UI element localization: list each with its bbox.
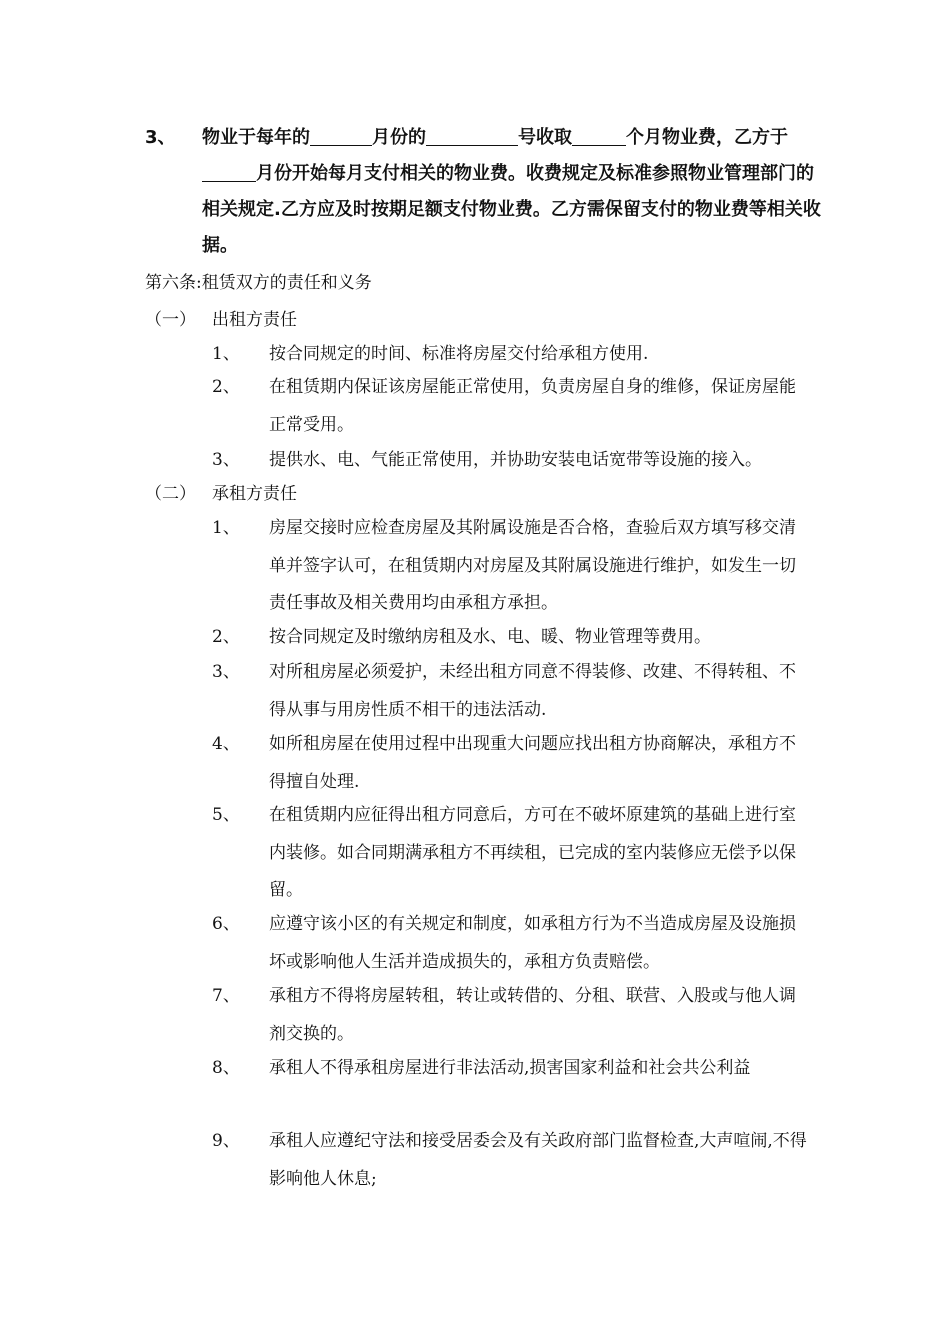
lessee-item-2 xyxy=(212,619,812,657)
lessee-heading-label: 承租方责任 xyxy=(212,484,297,504)
clause-3 xyxy=(145,120,825,264)
clause-3-text-part4: 个月物业费，乙方于 xyxy=(626,127,788,148)
lessor-item-3 xyxy=(212,442,812,480)
lessee-item-7 xyxy=(212,978,812,1053)
lessee-item-9-text: 承租人应遵纪守法和接受居委会及有关政府部门监督检查,大声喧闹,不得影响他人休息; xyxy=(269,1131,807,1189)
fill-blank-start-month xyxy=(202,161,256,182)
fill-blank-month xyxy=(310,125,372,146)
lessee-item-6-text: 应遵守该小区的有关规定和制度，如承租方行为不当造成房屋及设施损坏或影响他人生活并造成损失的，承租方负责赔偿。 xyxy=(269,914,796,972)
lessee-item-3-number: 3、 xyxy=(212,662,240,682)
lessor-item-1-text: 按合同规定的时间、标准将房屋交付给承租方使用. xyxy=(269,344,649,364)
lessee-item-3 xyxy=(212,654,812,729)
lessee-item-4-text: 如所租房屋在使用过程中出现重大问题应找出租方协商解决，承租方不得擅自处理. xyxy=(269,734,796,792)
article-6-title: 第六条:租赁双方的责任和义务 xyxy=(145,273,372,293)
lessee-item-4-number: 4、 xyxy=(212,734,240,754)
lessee-item-8 xyxy=(212,1050,812,1088)
lessor-item-1 xyxy=(212,336,812,374)
clause-3-text-part1: 物业于每年的 xyxy=(202,127,310,148)
lessee-item-4 xyxy=(212,726,812,801)
lessee-item-1-number: 1、 xyxy=(212,518,240,538)
lessee-item-6 xyxy=(212,906,812,981)
clause-3-text-part2: 月份的 xyxy=(372,127,426,148)
lessee-item-5 xyxy=(212,797,812,910)
lessor-item-2-text: 在租赁期内保证该房屋能正常使用，负责房屋自身的维修，保证房屋能正常受用。 xyxy=(269,377,796,435)
lessor-item-2 xyxy=(212,369,812,444)
lessee-item-2-text: 按合同规定及时缴纳房租及水、电、暖、物业管理等费用。 xyxy=(269,627,711,647)
clause-3-text xyxy=(202,120,825,264)
lessee-item-2-number: 2、 xyxy=(212,627,240,647)
clause-3-text-part5: 月份开始每月支付相关的物业费。收费规定及标准参照物业管理部门的相关规定.乙方应及时按期足额支付物业费。乙方需保留支付的物业费等相关收据。 xyxy=(202,163,821,256)
lessor-heading-number: （一） xyxy=(145,310,196,330)
lessee-item-8-number: 8、 xyxy=(212,1058,240,1078)
lessor-item-3-number: 3、 xyxy=(212,450,240,470)
lessee-item-7-number: 7、 xyxy=(212,986,240,1006)
lessee-item-9-number: 9、 xyxy=(212,1131,240,1151)
lessee-item-7-text: 承租方不得将房屋转租，转让或转借的、分租、联营、入股或与他人调剂交换的。 xyxy=(269,986,796,1044)
lessor-item-2-number: 2、 xyxy=(212,377,240,397)
lessee-item-3-text: 对所租房屋必须爱护，未经出租方同意不得装修、改建、不得转租、不得从事与用房性质不相干的违法活动. xyxy=(269,662,796,720)
lessee-item-5-text: 在租赁期内应征得出租方同意后，方可在不破坏原建筑的基础上进行室内装修。如合同期满承租方不再续租，已完成的室内装修应无偿予以保留。 xyxy=(269,805,796,900)
fill-blank-months-count xyxy=(572,125,626,146)
clause-3-text-part3: 号收取 xyxy=(518,127,572,148)
lessor-item-1-number: 1、 xyxy=(212,344,240,364)
lessee-item-8-text: 承租人不得承租房屋进行非法活动,损害国家利益和社会共公利益 xyxy=(269,1058,751,1078)
lessor-heading xyxy=(145,302,297,338)
lessor-heading-label: 出租方责任 xyxy=(212,310,297,330)
lessor-item-3-text: 提供水、电、气能正常使用，并协助安装电话宽带等设施的接入。 xyxy=(269,450,762,470)
lessee-item-1-text: 房屋交接时应检查房屋及其附属设施是否合格，查验后双方填写移交清单并签字认可，在租赁期内对房屋及其附属设施进行维护，如发生一切责任事故及相关费用均由承租方承担。 xyxy=(269,518,796,613)
lessee-heading xyxy=(145,476,297,512)
lessee-heading-number: （二） xyxy=(145,484,196,504)
lessee-item-5-number: 5、 xyxy=(212,805,240,825)
lessee-item-1 xyxy=(212,510,812,623)
clause-3-number: 3、 xyxy=(145,127,176,148)
lessee-item-6-number: 6、 xyxy=(212,914,240,934)
fill-blank-day xyxy=(426,125,518,146)
lessee-item-9 xyxy=(212,1123,812,1198)
